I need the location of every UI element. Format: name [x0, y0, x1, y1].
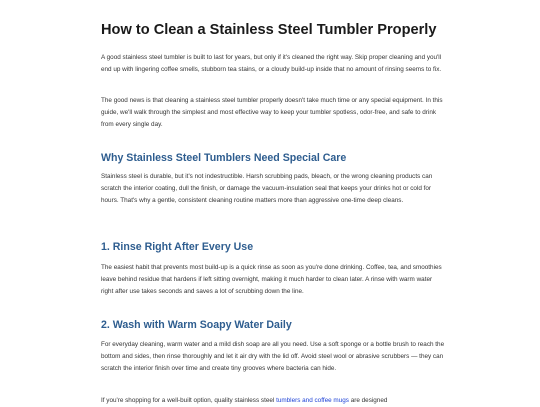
intro-paragraph-1: A good stainless steel tumbler is built to last for years, but only if it's cleaned the right way. Skip proper cleaning and you'll end up with lingering coffee smells, stubborn tea stains, or a cloudy build-up inside that no amount of rinsing seems to fix. [101, 54, 442, 74]
section-heading-why: Why Stainless Steel Tumblers Need Special Care [101, 152, 347, 164]
section-heading-rinse: 1. Rinse Right After Every Use [101, 241, 254, 253]
shopping-paragraph [101, 395, 446, 407]
section-body-wash: For everyday cleaning, warm water and a mild dish soap are all you need. Use a soft sponge or a bottle brush to reach the bottom and sides, then rinse thoroughly and let it air dry with the lid off. Avoid steel wool or abrasive scrubbers — they can scratch the interior finish over time and create tiny grooves where bacteria can hide. [101, 341, 445, 373]
intro-paragraph-2: The good news is that cleaning a stainless steel tumbler properly doesn't take much time or any special equipment. In this guide, we'll walk through the simplest and most effective way to keep your tumbler spotless, odor-free, and safe to drink from every single day. [101, 97, 443, 129]
section-heading-wash: 2. Wash with Warm Soapy Water Daily [101, 319, 292, 331]
tumblers-and-coffee-mugs-link[interactable]: tumblers and coffee mugs [276, 397, 349, 404]
shopping-text-after: are designed [348, 397, 388, 404]
shopping-text-before: If you're shopping for a well-built option, quality stainless steel [101, 397, 277, 404]
section-body-why: Stainless steel is durable, but it's not indestructible. Harsh scrubbing pads, bleach, or the wrong cleaning products can scratch the interior coating, dull the finish, or damage the vacuum-insulation seal that keeps your drinks hot or cold for hours. That's why a gentle, consistent cleaning routine matters more than aggressive one-time deep cleans. [101, 173, 433, 205]
section-body-rinse: The easiest habit that prevents most build-up is a quick rinse as soon as you're done drinking. Coffee, tea, and smoothies leave behind residue that hardens if left sitting overnight, making it much harder to clean later. A rinse with warm water right after use takes seconds and saves a lot of scrubbing down the line. [101, 264, 442, 296]
page-title: How to Clean a Stainless Steel Tumbler Properly [101, 22, 437, 38]
